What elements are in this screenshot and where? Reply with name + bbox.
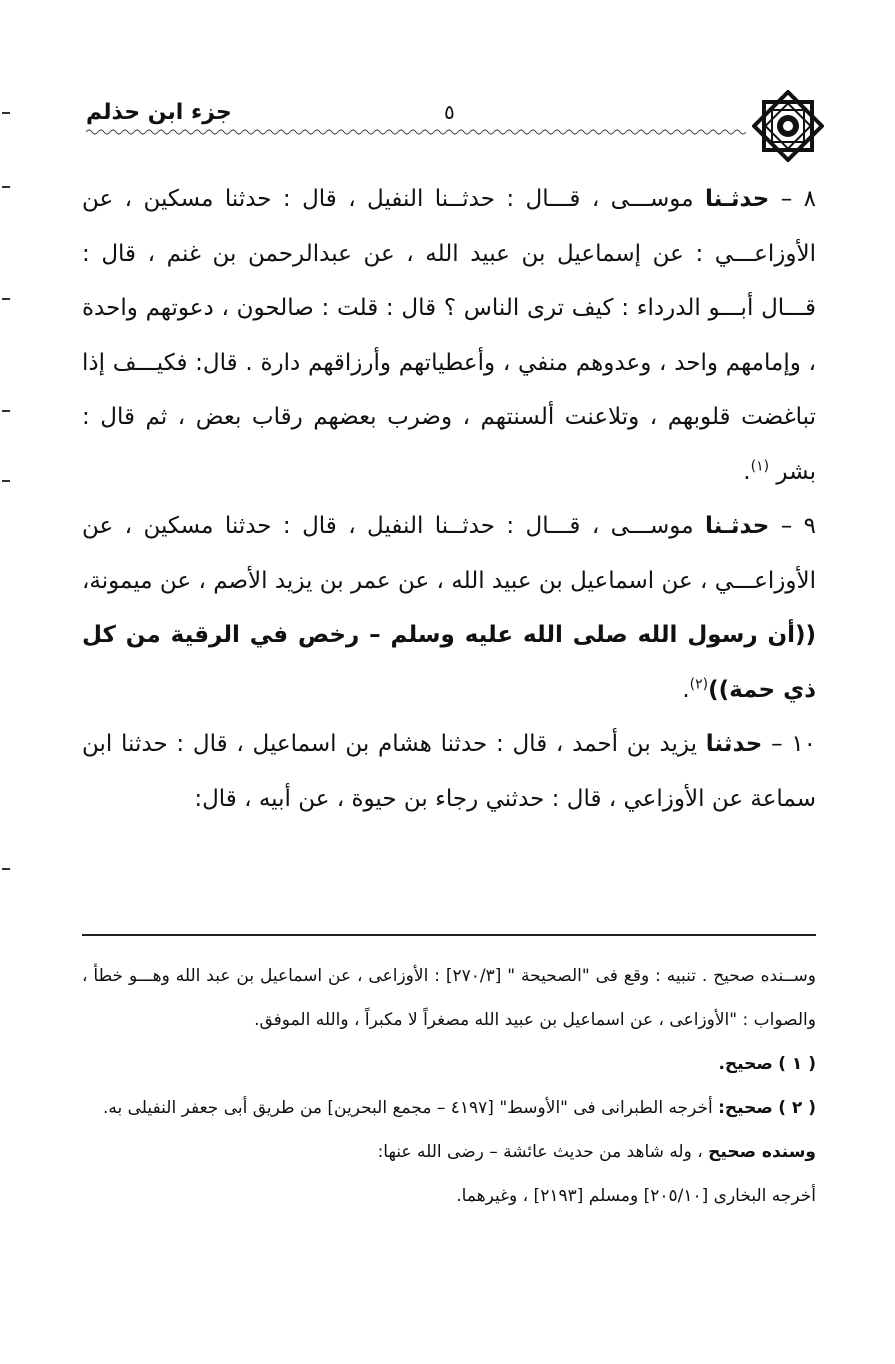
- footnote-1: [82, 1042, 816, 1086]
- scan-edge-mark: [2, 868, 10, 870]
- scan-edge-mark: [2, 112, 10, 114]
- footnote-text: ، وله شاهد من حديث عائشة – رضى الله عنها:: [377, 1142, 703, 1162]
- hadith-text: موســـى ، قـــال : حدثــنا النفيل ، قال : حدثنا مسكين ، عن الأوزاعـــي ، عن اسماعيل بن عبيد الله ، عن عمر بن يزيد الأصم ، عن ميمونة،: [82, 513, 816, 594]
- scan-edge-mark: [2, 480, 10, 482]
- hadith-9: [82, 499, 816, 717]
- running-title: جزء ابن حذلم: [86, 100, 232, 125]
- grading: صحيح:: [718, 1098, 773, 1118]
- hadith-8: [82, 172, 816, 499]
- chain-lead: حدثنا: [705, 731, 763, 757]
- hadith-matn: ((أن رسول الله صلى الله عليه وسلم – رخص في الرقية من كل ذي حمة)): [82, 622, 816, 703]
- header-wavy-rule: [86, 128, 746, 136]
- period: .: [743, 458, 751, 485]
- footnotes: [82, 954, 816, 1218]
- hadith-text: يزيد بن أحمد ، قال : حدثنا هشام بن اسماعيل ، قال : حدثنا ابن سماعة عن الأوزاعي ، قال : حدثني رجاء بن حيوة ، عن أبيه ، قال:: [82, 731, 816, 812]
- page-header: [80, 86, 820, 166]
- grading: صحيح.: [718, 1054, 773, 1074]
- footnote-ref: (١): [750, 457, 770, 474]
- main-text: [82, 172, 816, 826]
- chain-lead: حدثـنا: [704, 186, 770, 212]
- hadith-10: [82, 717, 816, 826]
- grading: وسنده صحيح: [708, 1142, 816, 1162]
- hadith-number: ١٠ –: [771, 731, 817, 757]
- footnote-separator: [82, 934, 816, 936]
- page-number: ٥: [444, 100, 455, 124]
- footnote-2-continued: [82, 1130, 816, 1174]
- footnote-2-sources: أخرجه البخارى [٢٠٥/١٠] ومسلم [٢١٩٣] ، وغيرهما.: [456, 1186, 816, 1206]
- eight-point-star-ornament-icon: [752, 90, 824, 162]
- footnote-2: [82, 1086, 816, 1130]
- footnote-ref: (٢): [689, 675, 709, 692]
- scan-edge-mark: [2, 298, 10, 300]
- scan-edge-mark: [2, 186, 10, 188]
- footnote-number: ( ١ ): [778, 1054, 816, 1074]
- footnote-number: ( ٢ ): [778, 1098, 816, 1118]
- hadith-number: ٨ –: [780, 186, 817, 212]
- footnote-carryover: وســنده صحيح . تنبيه : وقع فى "الصحيحة " [٢٧٠/٣] : الأوزاعى ، عن اسماعيل بن عبد الله وهـــو خطأ ، والصواب : "الأوزاعى ، عن اسماعيل بن عبيد الله مصغراً لا مكبراً ، والله الموفق.: [82, 966, 816, 1030]
- hadith-number: ٩ –: [780, 513, 817, 539]
- hadith-text: موســـى ، قـــال : حدثــنا النفيل ، قال : حدثنا مسكين ، عن الأوزاعـــي : عن إسماعيل بن عبيد الله ، عن عبدالرحمن بن غنم ، قال : قـــال أبـــو الدرداء : كيف ترى الناس ؟ قال : قلت : صالحون ، دعوتهم واحدة ، وإمامهم واحد ، وعدوهم منفي ، وأعطياتهم وأرزاقهم دارة . قال: فكيـــف إذا تباغضت قلوبهم ، وتلاعنت ألسنتهم ، وضرب بعضهم رقاب بعض ، ثم قال : بشر: [82, 186, 816, 485]
- period: .: [682, 676, 690, 703]
- scan-edge-mark: [2, 410, 10, 412]
- footnote-text: أخرجه الطبرانى فى "الأوسط" [٤١٩٧ – مجمع البحرين] من طريق أبى جعفر النفيلى به.: [102, 1098, 713, 1118]
- chain-lead: حدثـنا: [704, 513, 770, 539]
